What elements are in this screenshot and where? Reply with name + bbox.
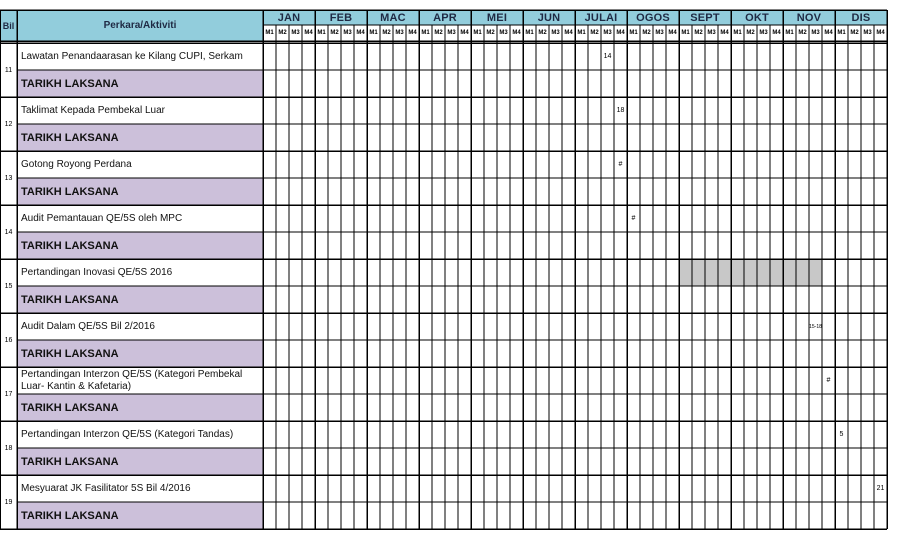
row-number: 13 xyxy=(4,174,13,182)
tarikh-laksana-label: TARIKH LAKSANA xyxy=(17,502,263,529)
activity-name: Audit Dalam QE/5S Bil 2/2016 xyxy=(21,320,155,332)
row-number: 15 xyxy=(4,282,13,290)
row-number: 11 xyxy=(4,66,13,74)
month-header-nov: NOV xyxy=(783,10,835,25)
week-header: M3 xyxy=(809,25,822,41)
month-header-ogos: OGOS xyxy=(627,10,679,25)
activity-name: Mesyuarat JK Fasilitator 5S Bil 4/2016 xyxy=(21,482,191,494)
week-header: M4 xyxy=(770,25,783,41)
week-header: M2 xyxy=(328,25,341,41)
month-header-julai: JULAI xyxy=(575,10,627,25)
bil-header: Bil xyxy=(0,10,17,41)
schedule-mark: 5 xyxy=(839,431,844,438)
month-header-jan: JAN xyxy=(263,10,315,25)
week-header: M3 xyxy=(393,25,406,41)
activity-header: Perkara/Aktiviti xyxy=(17,10,263,41)
week-header: M2 xyxy=(380,25,393,41)
week-header: M4 xyxy=(562,25,575,41)
week-header: M1 xyxy=(783,25,796,41)
week-header: M4 xyxy=(510,25,523,41)
week-header: M2 xyxy=(744,25,757,41)
week-header: M1 xyxy=(627,25,640,41)
week-header: M1 xyxy=(471,25,484,41)
row-number: 14 xyxy=(4,228,13,236)
week-header: M3 xyxy=(653,25,666,41)
activity-name: Pertandingan Interzon QE/5S (Kategori Pembekal Luar- Kantin & Kafetaria) xyxy=(21,368,243,392)
week-header: M4 xyxy=(406,25,419,41)
month-header-sept: SEPT xyxy=(679,10,731,25)
week-header: M3 xyxy=(601,25,614,41)
week-header: M3 xyxy=(341,25,354,41)
week-header: M3 xyxy=(861,25,874,41)
tarikh-laksana-label: TARIKH LAKSANA xyxy=(17,70,263,97)
week-header: M3 xyxy=(757,25,770,41)
tarikh-laksana-label: TARIKH LAKSANA xyxy=(17,448,263,475)
activity-name: Pertandingan Interzon QE/5S (Kategori Tandas) xyxy=(21,428,234,440)
week-header: M4 xyxy=(718,25,731,41)
row-number: 19 xyxy=(4,498,13,506)
schedule-mark: # xyxy=(618,161,623,168)
week-header: M4 xyxy=(302,25,315,41)
row-number: 16 xyxy=(4,336,13,344)
activity-name: Audit Pemantauan QE/5S oleh MPC xyxy=(21,212,183,224)
week-header: M1 xyxy=(523,25,536,41)
month-header-dis: DIS xyxy=(835,10,887,25)
week-header: M3 xyxy=(289,25,302,41)
activity-name: Taklimat Kepada Pembekal Luar xyxy=(21,104,165,116)
week-header: M2 xyxy=(484,25,497,41)
week-header: M4 xyxy=(614,25,627,41)
month-header-apr: APR xyxy=(419,10,471,25)
month-header-okt: OKT xyxy=(731,10,783,25)
row-number: 18 xyxy=(4,444,13,452)
week-header: M2 xyxy=(692,25,705,41)
schedule-mark: 21 xyxy=(876,485,885,492)
tarikh-laksana-label: TARIKH LAKSANA xyxy=(17,232,263,259)
week-header: M2 xyxy=(796,25,809,41)
month-header-feb: FEB xyxy=(315,10,367,25)
schedule-mark: # xyxy=(826,377,831,384)
week-header: M4 xyxy=(874,25,887,41)
tarikh-laksana-label: TARIKH LAKSANA xyxy=(17,286,263,313)
row-number: 17 xyxy=(4,390,13,398)
week-header: M1 xyxy=(835,25,848,41)
activity-name: Gotong Royong Perdana xyxy=(21,158,132,170)
week-header: M1 xyxy=(679,25,692,41)
row-number: 12 xyxy=(4,120,13,128)
month-header-jun: JUN xyxy=(523,10,575,25)
activity-name: Lawatan Penandaarasan ke Kilang CUPI, Serkam xyxy=(21,50,243,62)
week-header: M1 xyxy=(263,25,276,41)
week-header: M4 xyxy=(354,25,367,41)
month-header-mei: MEI xyxy=(471,10,523,25)
week-header: M1 xyxy=(575,25,588,41)
week-header: M2 xyxy=(276,25,289,41)
week-header: M2 xyxy=(640,25,653,41)
tarikh-laksana-label: TARIKH LAKSANA xyxy=(17,340,263,367)
week-header: M4 xyxy=(458,25,471,41)
week-header: M1 xyxy=(315,25,328,41)
week-header: M3 xyxy=(497,25,510,41)
schedule-mark: 15-18 xyxy=(809,323,822,330)
week-header: M4 xyxy=(822,25,835,41)
week-header: M3 xyxy=(705,25,718,41)
schedule-mark: 14 xyxy=(603,53,612,60)
week-header: M2 xyxy=(588,25,601,41)
schedule-mark: 18 xyxy=(616,107,625,114)
week-header: M2 xyxy=(432,25,445,41)
week-header: M1 xyxy=(419,25,432,41)
week-header: M3 xyxy=(549,25,562,41)
activity-name: Pertandingan Inovasi QE/5S 2016 xyxy=(21,266,173,278)
week-header: M2 xyxy=(536,25,549,41)
tarikh-laksana-label: TARIKH LAKSANA xyxy=(17,124,263,151)
week-header: M3 xyxy=(445,25,458,41)
schedule-mark: # xyxy=(631,215,636,222)
week-header: M2 xyxy=(848,25,861,41)
month-header-mac: MAC xyxy=(367,10,419,25)
week-header: M1 xyxy=(731,25,744,41)
week-header: M1 xyxy=(367,25,380,41)
tarikh-laksana-label: TARIKH LAKSANA xyxy=(17,178,263,205)
tarikh-laksana-label: TARIKH LAKSANA xyxy=(17,394,263,421)
week-header: M4 xyxy=(666,25,679,41)
